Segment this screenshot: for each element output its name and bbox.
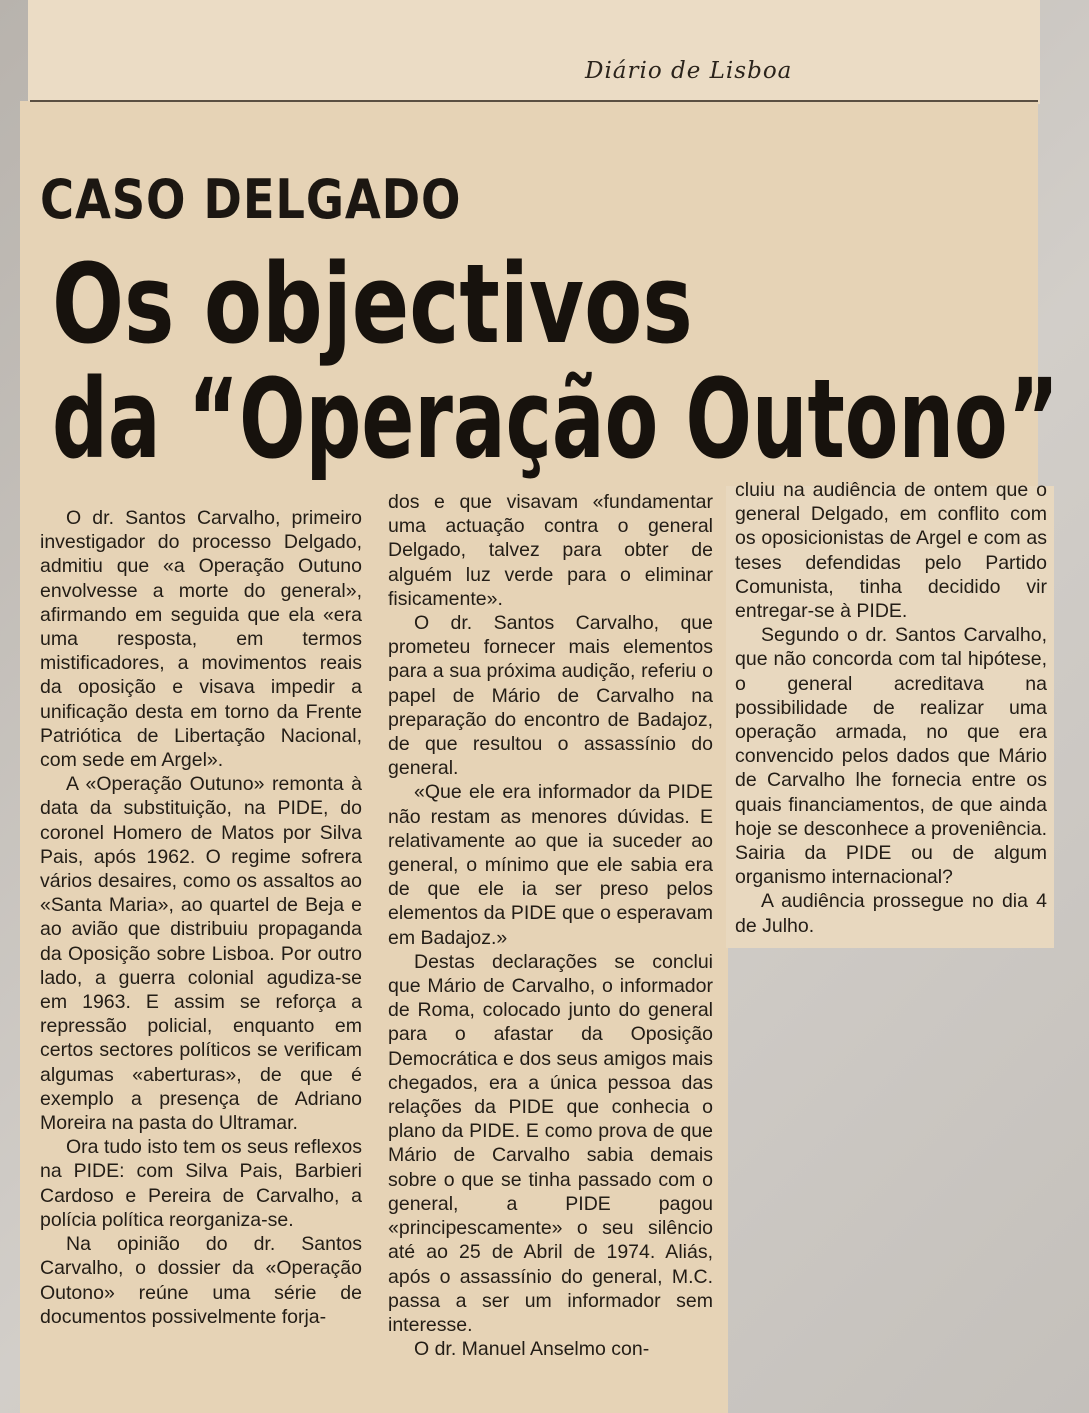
paragraph: A «Operação Outuno» remonta à data da substituição, na PIDE, do coronel Homero de Matos por Silva Pais, após 1962. O regime sofrera vários desaires, como os assaltos ao «Santa Maria», ao quartel de Beja e ao avião que distribuiu propaganda da Oposição sobre Lisboa. Por outro lado, a guerra colonial agudiza-se em 1963. E assim se reforça a repressão policial, enquanto em certos sectores políticos se verificam algumas «aberturas», de que é exemplo a presença de Adriano Moreira na pasta do Ultramar. [40,773,362,1135]
headline-line-2: da “Operação Outono” [52,355,1060,483]
article-kicker: CASO DELGADO [40,168,462,231]
paragraph: Na opinião do dr. Santos Carvalho, o dossier da «Operação Outono» reúne uma série de documentos possivelmente forja- [40,1233,362,1328]
paragraph: cluiu na audiência de ontem que o general Delgado, em conflito com os oposicionistas de Argel e com as teses defendidas pelo Partido Comunista, tinha decidido vir entregar-se à PIDE. [735,479,1047,623]
paragraph: O dr. Santos Carvalho, que prometeu fornecer mais elementos para a sua próxima audição, referiu o papel de Mário de Carvalho na preparação do encontro de Badajoz, de que resultou o assassínio do general. [388,612,713,780]
headline-line-1: Os objectivos [52,240,693,368]
paragraph: A audiência prossegue no dia 4 de Julho. [735,890,1047,937]
article-column-2 [388,490,713,1361]
paragraph: O dr. Manuel Anselmo con- [414,1338,650,1361]
newspaper-masthead: Diário de Lisboa [585,58,793,84]
paragraph: dos e que visavam «fundamentar uma actuação contra o general Delgado, talvez para obter de alguém luz verde para o eliminar fisicamente». [388,491,713,610]
masthead-rule [30,100,1038,102]
masthead-strip [28,0,1040,104]
article-column-3 [735,478,1047,938]
paragraph: O dr. Santos Carvalho, primeiro investigador do processo Delgado, admitiu que «a Operação Outuno envolvesse a morte do general», afirmando em seguida que ela «era uma resposta, em termos mistificadores, a movimentos reais da oposição e visava impedir a unificação desta em torno da Frente Patriótica de Libertação Nacional, com sede em Argel». [40,507,362,772]
paragraph: Ora tudo isto tem os seus reflexos na PIDE: com Silva Pais, Barbieri Cardoso e Pereira de Carvalho, a polícia política reorganiza-se. [40,1136,362,1231]
article-column-1 [40,506,362,1329]
paragraph: Segundo o dr. Santos Carvalho, que não concorda com tal hipótese, o general acreditava na possibilidade de realizar uma operação armada, no que era convencido pelos dados que Mário de Carvalho lhe fornecia entre os quais financiamentos, de que ainda hoje se desconhece a proveniência. Sairia da PIDE ou de algum organismo internacional? [735,624,1047,889]
paragraph: Destas declarações se conclui que Mário de Carvalho, o informador de Roma, colocado junto do general para o afastar da Oposição Democrática e dos seus amigos mais chegados, era a única pessoa das relações da PIDE que conhecia o plano da PIDE. E como prova de que Mário de Carvalho sabia demais sobre o que se tinha passado com o general, a PIDE pagou «principescamente» o seu silêncio até ao 25 de Abril de 1974. Aliás, após o assassínio do general, M.C. passa a ser um informador sem interesse. [388,950,713,1336]
paragraph: «Que ele era informador da PIDE não restam as menores dúvidas. E relativamente ao que ia suceder ao general, o mínimo que ele sabia era de que ele ia ser preso pelos elementos da PIDE que o esperavam em Badajoz.» [388,781,713,949]
